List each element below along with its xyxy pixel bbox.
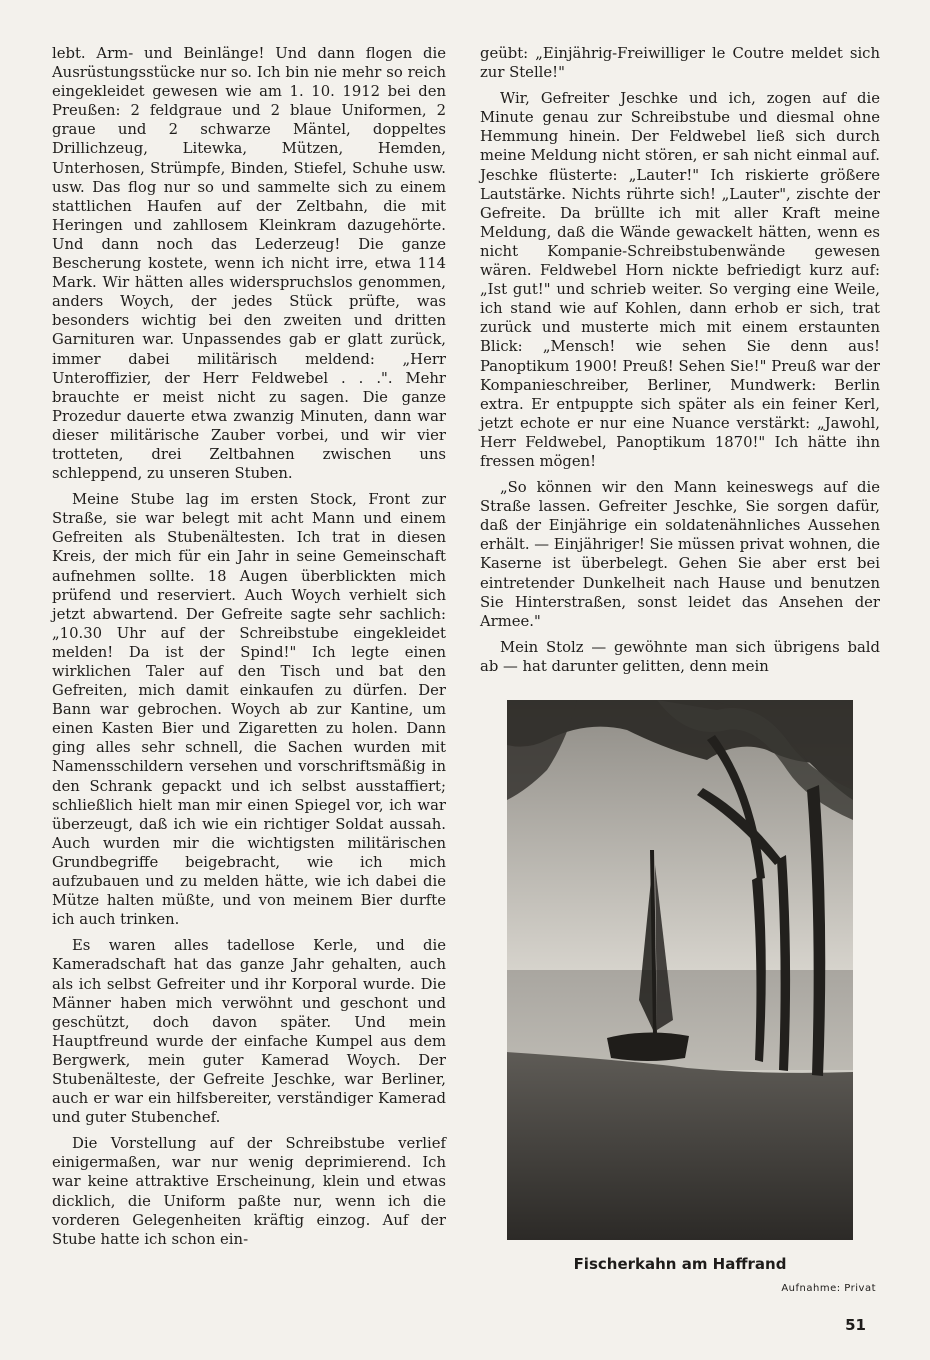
photo-caption: Fischerkahn am Haffrand xyxy=(573,1255,787,1273)
paragraph: Meine Stube lag im ersten Stock, Front zur Straße, sie war belegt mit acht Mann und einem Gefreiten als Stubenältesten. Ich trat in diesen Kreis, der mich für ein Jahr in seine Gemeinschaft aufnehmen sollte. 18 Augen überblickten mich prüfend und reserviert. Auch Woych verhielt sich jetzt abwartend. Der Gefreite sagte sehr sachlich: „10.30 Uhr auf der Schreibstube eingekleidet melden! Da ist der Spind!" Ich legte einen wirklichen Taler auf den Tisch und bat den Gefreiten, mich damit einkaufen zu dürfen. Der Bann war gebrochen. Woych ab zur Kantine, um einen Kasten Bier und Zigaretten zu holen. Dann ging alles sehr schnell, die Sachen wurden mit Namensschildern versehen und vorschriftsmäßig in den Schrank gepackt und ich selbst ausstaffiert; schließlich hielt man mir einen Spiegel vor, ich war überzeugt, daß ich wie ein richtiger Soldat aussah. Auch wurden mir die wichtigsten militärischen Grundbegriffe beigebracht, wie ich mich aufzubauen und zu melden hätte, wie ich dabei die Mütze halten müßte, und von meinem Bier durfte ich auch trinken. xyxy=(52,491,446,929)
photo-fishing-boat xyxy=(507,700,853,1240)
page-number: 51 xyxy=(845,1316,866,1334)
paragraph: Mein Stolz — gewöhnte man sich übrigens bald ab — hat darunter gelitten, denn mein xyxy=(480,638,880,675)
photo-credit: Aufnahme: Privat xyxy=(781,1283,876,1294)
paragraph: Die Vorstellung auf der Schreibstube verlief einigermaßen, war nur wenig deprimierend. Ich war keine attraktive Erscheinung, klein und etwas dicklich, die Uniform paßte nur, wenn ich die vorderen Gelegenheiten kräftig einzog. Auf der Stube hatte ich schon ein- xyxy=(52,1135,446,1248)
right-text-column xyxy=(480,44,880,683)
paragraph: „So können wir den Mann keineswegs auf die Straße lassen. Gefreiter Jeschke, Sie sorgen dafür, daß der Einjährige ein soldatenähnliches Aussehen erhält. — Einjähriger! Sie müssen privat wohnen, die Kaserne ist überbelegt. Gehen Sie aber erst bei eintretender Dunkelheit nach Hause und benutzen Sie Hinterstraßen, sonst leidet das Ansehen der Armee." xyxy=(480,479,880,630)
paragraph: Es waren alles tadellose Kerle, und die Kameradschaft hat das ganze Jahr gehalten, auch als ich selbst Gefreiter und ihr Korporal wurde. Die Männer haben mich verwöhnt und geschont und geschützt, doch davon später. Und mein Hauptfreund wurde der einfache Kumpel aus dem Bergwerk, mein guter Kamerad Woych. Der Stubenälteste, der Gefreite Jeschke, war Berliner, auch er war ein hilfsbereiter, verständiger Kamerad und guter Stubenchef. xyxy=(52,937,446,1127)
paragraph: Wir, Gefreiter Jeschke und ich, zogen auf die Minute genau zur Schreibstube und diesmal ohne Hemmung hinein. Der Feldwebel ließ sich durch meine Meldung nicht stören, er sah nicht einmal auf. Jeschke flüsterte: „Lauter!" Ich riskierte größere Lautstärke. Nichts rührte sich! „Lauter", zischte der Gefreite. Da brüllte ich mit aller Kraft meine Meldung, daß die Wände gewackelt hätten, wenn es nicht Kompanie-Schreibstubenwände gewesen wären. Feldwebel Horn nickte befriedigt kurz auf: „Ist gut!" und schrieb weiter. So verging eine Weile, ich stand wie auf Kohlen, dann erhob er sich, trat zurück und musterte mich mit einem erstaunten Blick: „Mensch! wie sehen Sie denn aus! Panoptikum 1900! Preuß! Sehen Sie!" Preuß war der Kompanieschreiber, Berliner, Mundwerk: Berlin extra. Er entpuppte sich später als ein feiner Kerl, jetzt echote er nur eine Nuance verstärkt: „Jawohl, Herr Feldwebel, Panoptikum 1870!" Ich hätte ihn fressen mögen! xyxy=(480,90,880,470)
paragraph: lebt. Arm- und Beinlänge! Und dann flogen die Ausrüstungsstücke nur so. Ich bin nie mehr so reich eingekleidet gewesen wie am 1. 10. 1912 bei den Preußen: 2 feldgraue und 2 blaue Uniformen, 2 graue und 2 schwarze Mäntel, doppeltes Drillichzeug, Litewka, Mützen, Hemden, Unterhosen, Strümpfe, Binden, Stiefel, Schuhe usw. usw. Das flog nur so und sammelte sich zu einem stattlichen Haufen auf der Zeltbahn, die mit Heringen und zahllosem Kleinkram dazugehörte. Und dann noch das Lederzeug! Die ganze Bescherung kostete, wenn ich nicht irre, etwa 114 Mark. Wir hätten alles widerspruchslos genommen, anders Woych, der jedes Stück prüfte, was besonders wichtig bei den zweiten und dritten Garnituren war. Unpassendes gab er glatt zurück, immer dabei militärisch meldend: „Herr Unteroffizier, der Herr Feldwebel . . .". Mehr brauchte er meist nicht zu sagen. Die ganze Prozedur dauerte etwa zwanzig Minuten, dann war dieser militärische Zauber vorbei, und wir vier trotteten, drei Zeltbahnen zwischen uns schleppend, zu unseren Stuben. xyxy=(52,45,446,483)
left-text-column xyxy=(52,44,446,1256)
paragraph: geübt: „Einjährig-Freiwilliger le Coutre meldet sich zur Stelle!" xyxy=(480,45,880,82)
